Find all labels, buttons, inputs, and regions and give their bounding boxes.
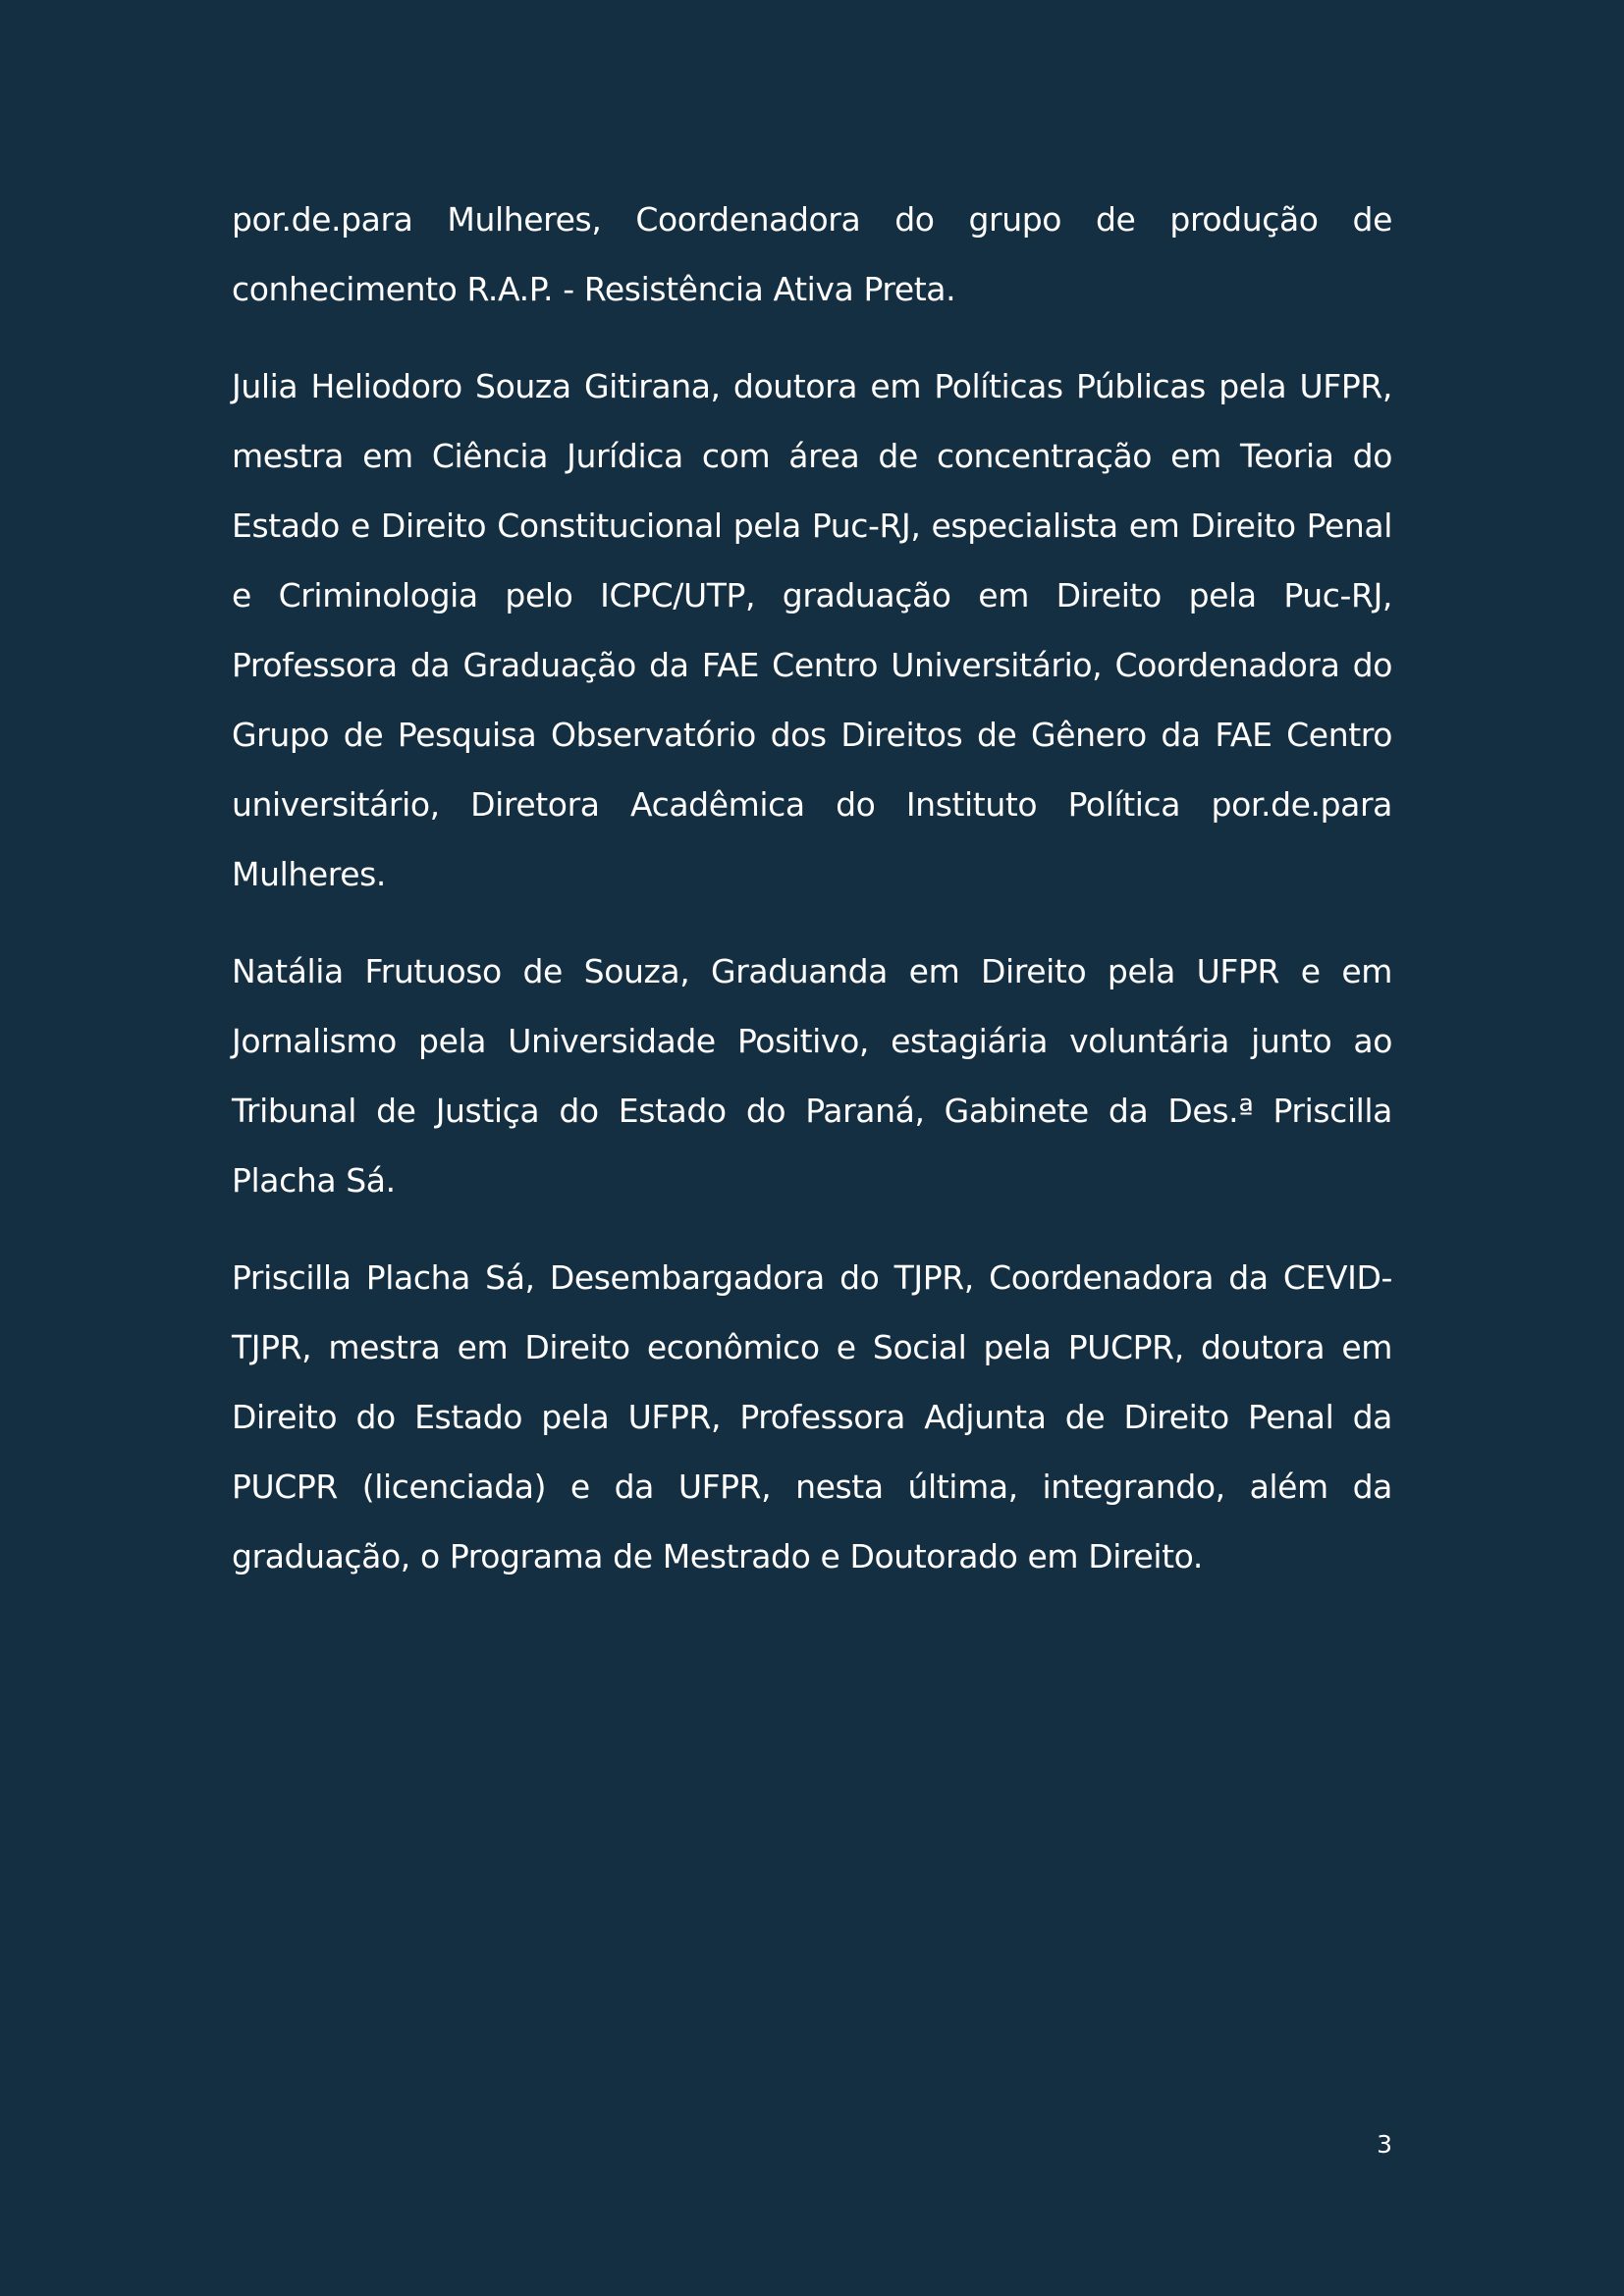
page-number: 3 bbox=[1377, 2130, 1392, 2159]
bio-paragraph-natalia-souza: Natália Frutuoso de Souza, Graduanda em Direito pela UFPR e em Jornalismo pela Universidade Positivo, estagiária voluntária junto ao Tribunal de Justiça do Estado do Paraná, Gabinete da Des.ª Priscilla Placha Sá. bbox=[232, 952, 1392, 1200]
author-bios bbox=[232, 185, 1392, 1619]
bio-paragraph-continuation: por.de.para Mulheres, Coordenadora do grupo de produção de conhecimento R.A.P. - Resistência Ativa Preta. bbox=[232, 200, 1392, 308]
bio-paragraph-priscilla-sa: Priscilla Placha Sá, Desembargadora do TJPR, Coordenadora da CEVID-TJPR, mestra em Direito econômico e Social pela PUCPR, doutora em Direito do Estado pela UFPR, Professora Adjunta de Direito Penal da PUCPR (licenciada) e da UFPR, nesta última, integrando, além da graduação, o Programa de Mestrado e Doutorado em Direito. bbox=[232, 1258, 1392, 1575]
bio-paragraph-julia-gitirana: Julia Heliodoro Souza Gitirana, doutora em Políticas Públicas pela UFPR, mestra em Ciência Jurídica com área de concentração em Teoria do Estado e Direito Constitucional pela Puc-RJ, especialista em Direito Penal e Criminologia pelo ICPC/UTP, graduação em Direito pela Puc-RJ, Professora da Graduação da FAE Centro Universitário, Coordenadora do Grupo de Pesquisa Observatório dos Direitos de Gênero da FAE Centro universitário, Diretora Acadêmica do Instituto Política por.de.para Mulheres. bbox=[232, 367, 1392, 893]
